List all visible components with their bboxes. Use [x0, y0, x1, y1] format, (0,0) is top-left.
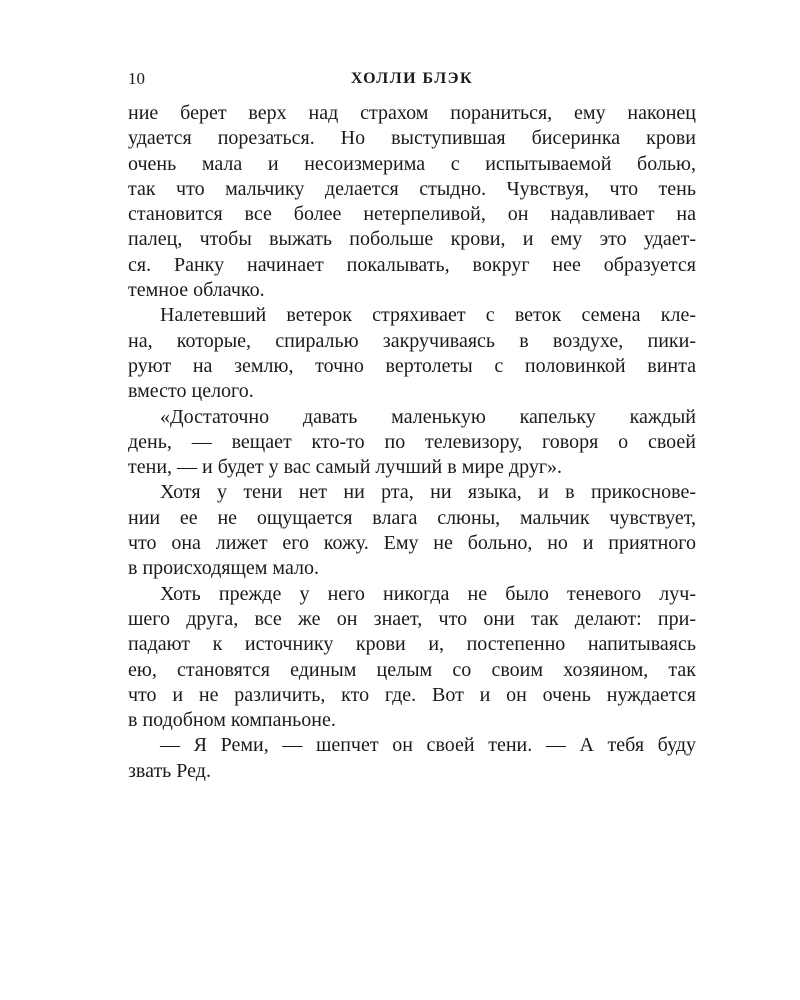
text-line: на, которые, спиралью закручиваясь в воздухе, пики-: [128, 329, 696, 352]
running-head: [128, 66, 696, 92]
text-line: так что мальчику делается стыдно. Чувствуя, что тень: [128, 177, 696, 200]
text-line: ся. Ранку начинает покалывать, вокруг нее образуется: [128, 253, 696, 276]
text-line: нии ее не ощущается влага слюны, мальчик чувствует,: [128, 506, 696, 529]
running-title: ХОЛЛИ БЛЭК: [350, 70, 474, 87]
text-line: в подобном компаньоне.: [128, 709, 336, 732]
text-line: удается порезаться. Но выступившая бисеринка крови: [128, 127, 696, 150]
text-line: тени, — и будет у вас самый лучший в мире друг».: [128, 456, 563, 479]
page-number: 10: [128, 69, 145, 88]
paragraph: [128, 480, 696, 581]
text-line: — Я Реми, — шепчет он своей тени. — А тебя буду: [160, 734, 696, 757]
text-line: вместо целого.: [128, 380, 254, 403]
paragraph: [128, 405, 696, 481]
text-line: Хотя у тени нет ни рта, ни языка, и в прикоснове-: [160, 481, 696, 504]
body-text: [128, 101, 696, 784]
text-line: падают к источнику крови и, постепенно напитываясь: [128, 633, 696, 656]
text-line: шего друга, все же он знает, что они так делают: при-: [128, 607, 696, 630]
text-line: руют на землю, точно вертолеты с половинкой винта: [128, 354, 696, 377]
text-line: темное облачко.: [128, 279, 265, 302]
paragraph: [128, 101, 696, 303]
text-line: становится все более нетерпеливой, он надавливает на: [128, 203, 696, 226]
text-line: звать Ред.: [128, 759, 211, 782]
text-line: Налетевший ветерок стряхивает с веток семена кле-: [160, 304, 696, 327]
text-line: день, — вещает кто-то по телевизору, говоря о своей: [128, 430, 696, 453]
text-line: очень мала и несоизмерима с испытываемой болью,: [128, 152, 696, 175]
paragraph: [128, 582, 696, 734]
paragraph: [128, 303, 696, 404]
text-line: ние берет верх над страхом пораниться, ему наконец: [128, 102, 696, 124]
text-line: в происходящем мало.: [128, 557, 319, 580]
text-line: что и не различить, кто где. Вот и он очень нуждается: [128, 683, 696, 706]
text-line: «Достаточно давать маленькую капельку каждый: [160, 405, 696, 428]
text-line: палец, чтобы выжать побольше крови, и ему это удает-: [128, 228, 696, 251]
text-line: что она лижет его кожу. Ему не больно, но и приятного: [128, 532, 696, 555]
text-line: Хоть прежде у него никогда не было теневого луч-: [160, 582, 696, 605]
text-line: ею, становятся единым целым со своим хозяином, так: [128, 658, 696, 681]
paragraph: [128, 733, 696, 784]
